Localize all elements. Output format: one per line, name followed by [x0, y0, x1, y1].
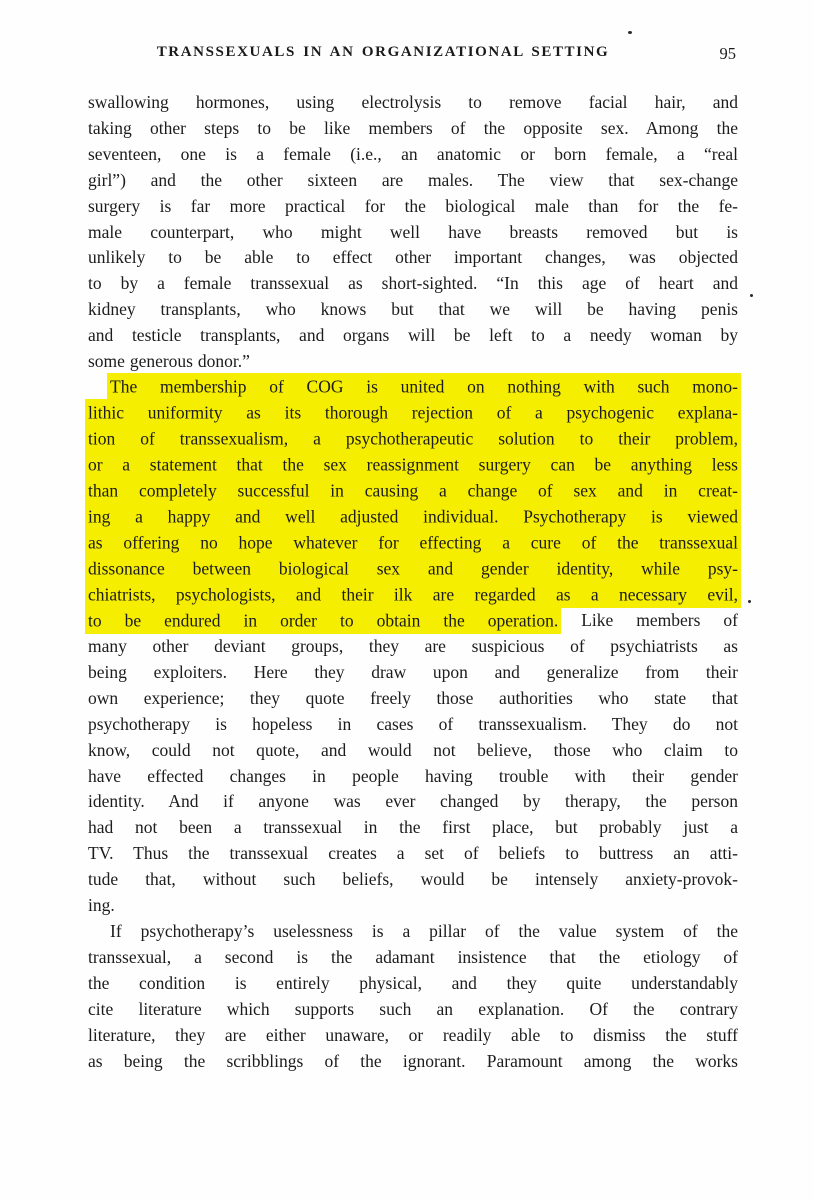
text-line	[88, 582, 738, 608]
body-text-segment: to by a female transsexual as short-sighted. “In this age of heart and	[88, 273, 738, 294]
running-title: TRANSSEXUALS IN AN ORGANIZATIONAL SETTING	[156, 44, 610, 60]
text-line	[88, 530, 738, 556]
body-text-segment: ing.	[88, 895, 115, 916]
highlighted-text: to be endured in order to obtain the operation.	[85, 607, 561, 634]
body-text-segment: being exploiters. Here they draw upon and generalize from their	[88, 661, 738, 682]
body-text-segment: taking other steps to be like members of the opposite sex. Among the	[88, 117, 738, 138]
page-number: 95	[719, 44, 736, 63]
body-text-segment: Like members of	[558, 610, 738, 631]
body-text-segment: own experience; they quote freely those authorities who state that	[88, 687, 738, 708]
body-text-segment: cite literature which supports such an explanation. Of the contrary	[88, 998, 738, 1019]
text-line	[88, 116, 738, 142]
text-line	[88, 815, 738, 841]
text-line	[88, 867, 738, 893]
text-line	[88, 505, 738, 531]
body-text-segment: and testicle transplants, and organs will be left to a needy woman by	[88, 325, 738, 346]
body-text-segment: transsexual, a second is the adamant insistence that the etiology of	[88, 946, 738, 967]
body-text	[88, 90, 738, 1074]
text-line	[88, 142, 738, 168]
body-text-segment: the condition is entirely physical, and they quite understandably	[88, 972, 738, 993]
body-text-segment: surgery is far more practical for the biological male than for the fe-	[88, 195, 738, 216]
body-text-segment: psychotherapy is hopeless in cases of transsexualism. They do not	[88, 713, 738, 734]
download-watermark	[0, 376, 6, 1166]
text-line	[88, 220, 738, 246]
text-line	[88, 556, 738, 582]
body-text-segment: literature, they are either unaware, or readily able to dismiss the stuff	[88, 1024, 738, 1045]
body-text-segment: many other deviant groups, they are suspicious of psychiatrists as	[88, 636, 738, 657]
body-text-segment: identity. And if anyone was ever changed by therapy, the person	[88, 791, 738, 812]
highlighted-text: dissonance between biological sex and gender identity, while psy-	[85, 555, 741, 582]
text-line	[88, 453, 738, 479]
highlighted-text: as offering no hope whatever for effecting a cure of the transsexual	[85, 529, 741, 556]
body-text-segment: have effected changes in people having trouble with their gender	[88, 765, 738, 786]
text-line	[88, 479, 738, 505]
text-line	[88, 608, 738, 634]
page-header	[88, 44, 738, 64]
text-line	[88, 271, 738, 297]
text-line	[88, 194, 738, 220]
body-text-segment: as being the scribblings of the ignorant. Paramount among the works	[88, 1050, 738, 1071]
highlighted-text: chiatrists, psychologists, and their ilk are regarded as a necessary evil,	[85, 581, 741, 608]
text-line	[88, 245, 738, 271]
body-text-segment: male counterpart, who might well have breasts removed but is	[88, 221, 738, 242]
text-line	[88, 90, 738, 116]
text-line	[88, 349, 738, 375]
body-text-segment: tude that, without such beliefs, would be intensely anxiety-provok-	[88, 869, 738, 890]
text-line	[88, 297, 738, 323]
body-text-segment: kidney transplants, who knows but that we will be having penis	[88, 299, 738, 320]
text-line	[88, 323, 738, 349]
body-text-segment: seventeen, one is a female (i.e., an anatomic or born female, a “real	[88, 143, 738, 164]
text-line	[88, 893, 738, 919]
text-line	[88, 634, 738, 660]
text-line	[88, 168, 738, 194]
highlighted-text: ing a happy and well adjusted individual. Psychotherapy is viewed	[85, 503, 741, 530]
body-text-segment: If psychotherapy’s uselessness is a pillar of the value system of the	[110, 921, 738, 941]
text-line	[88, 841, 738, 867]
text-line	[88, 789, 738, 815]
body-text-segment: girl”) and the other sixteen are males. The view that sex-change	[88, 169, 738, 190]
text-line	[88, 712, 738, 738]
highlighted-text: lithic uniformity as its thorough rejection of a psychogenic explana-	[85, 399, 741, 426]
body-text-segment: unlikely to be able to effect other important changes, was objected	[88, 247, 738, 268]
text-line	[88, 427, 738, 453]
scan-speck	[628, 31, 632, 34]
highlighted-text: or a statement that the sex reassignment surgery can be anything less	[85, 451, 741, 478]
text-line	[88, 660, 738, 686]
highlighted-text: The membership of COG is united on nothing with such mono-	[107, 373, 741, 400]
scan-speck	[748, 600, 751, 603]
text-line	[88, 738, 738, 764]
text-line	[88, 1049, 738, 1075]
body-text-segment: swallowing hormones, using electrolysis to remove facial hair, and	[88, 92, 738, 112]
text-line	[88, 375, 738, 401]
text-line	[88, 919, 738, 945]
text-line	[88, 997, 738, 1023]
body-text-segment: some generous donor.”	[88, 351, 250, 372]
body-text-segment: had not been a transsexual in the first place, but probably just a	[88, 817, 738, 838]
highlighted-text: than completely successful in causing a change of sex and in creat-	[85, 477, 741, 504]
highlighted-text: tion of transsexualism, a psychotherapeutic solution to their problem,	[85, 425, 741, 452]
text-line	[88, 764, 738, 790]
text-line	[88, 1023, 738, 1049]
body-text-segment: know, could not quote, and would not believe, those who claim to	[88, 739, 738, 760]
text-line	[88, 945, 738, 971]
scan-speck	[750, 294, 753, 297]
body-text-segment: TV. Thus the transsexual creates a set of beliefs to buttress an atti-	[88, 843, 738, 864]
text-line	[88, 401, 738, 427]
text-line	[88, 686, 738, 712]
text-line	[88, 971, 738, 997]
